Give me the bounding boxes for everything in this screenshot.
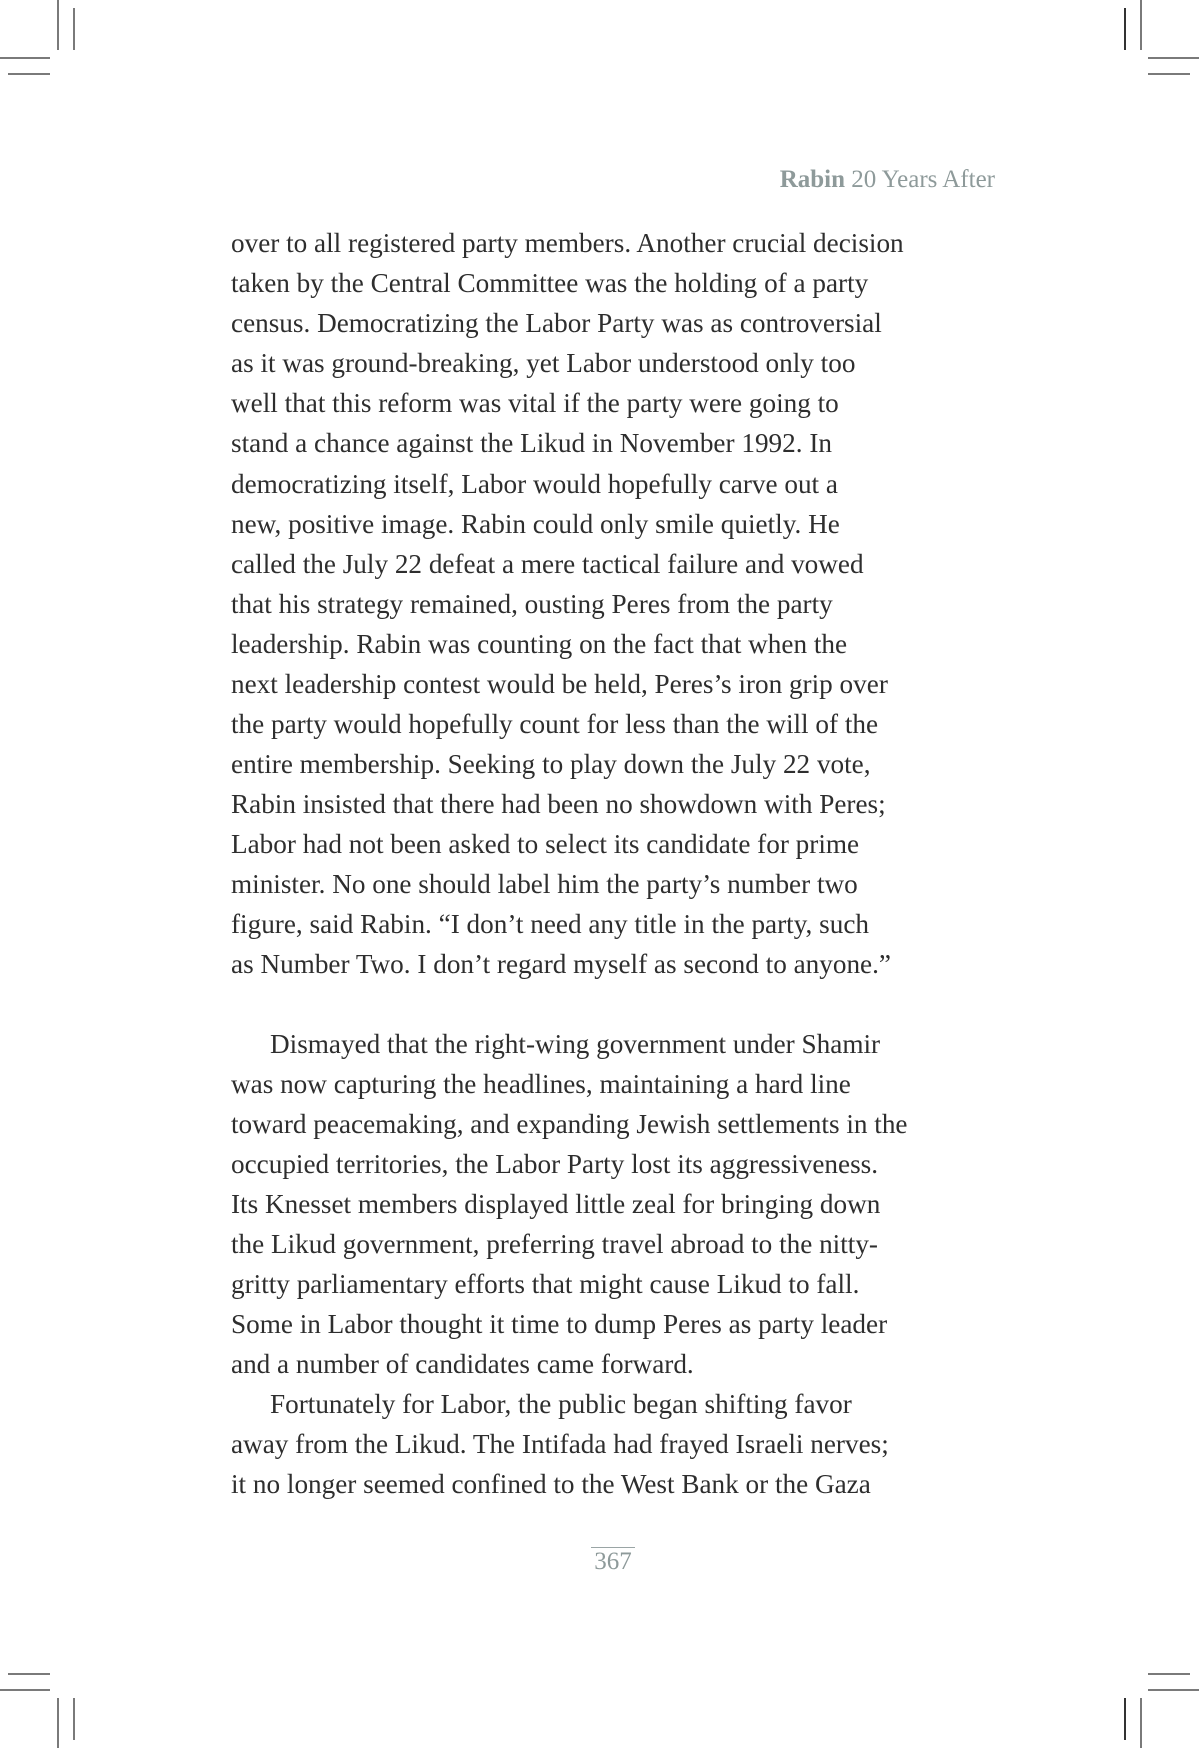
text-line: next leadership contest would be held, Peres’s iron grip over <box>231 669 888 699</box>
crop-mark-bottom-right-h2 <box>1148 1689 1199 1691</box>
text-line: minister. No one should label him the party’s number two <box>231 869 858 899</box>
text-line: Some in Labor thought it time to dump Peres as party leader <box>231 1309 888 1339</box>
crop-mark-top-left-v2 <box>73 8 75 50</box>
crop-mark-top-right-h2 <box>1148 73 1190 75</box>
text-line: census. Democratizing the Labor Party was as controversial <box>231 308 882 338</box>
text-line: gritty parliamentary efforts that might cause Likud to fall. <box>231 1269 860 1299</box>
text-line: taken by the Central Committee was the holding of a party <box>231 268 869 298</box>
text-line: the party would hopefully count for less than the will of the <box>231 709 879 739</box>
text-line: Fortunately for Labor, the public began shifting favor <box>270 1389 852 1419</box>
text-line: new, positive image. Rabin could only smile quietly. He <box>231 509 840 539</box>
header-title-rest: 20 Years After <box>845 166 995 193</box>
text-line: leadership. Rabin was counting on the fact that when the <box>231 629 848 659</box>
crop-mark-bottom-left-h2 <box>0 1689 50 1691</box>
text-line: occupied territories, the Labor Party lost its aggressiveness. <box>231 1149 879 1179</box>
text-line: the Likud government, preferring travel abroad to the nitty- <box>231 1229 878 1259</box>
text-line: over to all registered party members. Another crucial decision <box>231 228 904 258</box>
text-line: away from the Likud. The Intifada had frayed Israeli nerves; <box>231 1429 889 1459</box>
text-line: well that this reform was vital if the party were going to <box>231 388 839 418</box>
text-line: called the July 22 defeat a mere tactical failure and vowed <box>231 549 864 579</box>
crop-mark-bottom-right-v2 <box>1140 1698 1142 1748</box>
header-title-bold: Rabin <box>779 166 845 193</box>
text-line: Rabin insisted that there had been no showdown with Peres; <box>231 789 886 819</box>
running-header <box>780 166 995 194</box>
text-line: as it was ground-breaking, yet Labor understood only too <box>231 348 856 378</box>
page-number: 367 <box>591 1547 635 1576</box>
crop-mark-top-right-v1 <box>1124 8 1126 50</box>
text-line: entire membership. Seeking to play down the July 22 vote, <box>231 749 871 779</box>
text-line: figure, said Rabin. “I don’t need any title in the party, such <box>231 909 869 939</box>
crop-mark-bottom-left-v1 <box>57 1698 59 1748</box>
crop-mark-top-right-h1 <box>1148 57 1199 59</box>
crop-mark-top-right-v2 <box>1140 0 1142 50</box>
crop-mark-top-left-h1 <box>0 57 50 59</box>
crop-mark-top-left-v1 <box>57 0 59 50</box>
text-line: was now capturing the headlines, maintaining a hard line <box>231 1069 851 1099</box>
text-line: stand a chance against the Likud in November 1992. In <box>231 428 832 458</box>
crop-mark-bottom-right-h1 <box>1148 1673 1190 1675</box>
crop-mark-bottom-left-h1 <box>8 1673 50 1675</box>
text-line: democratizing itself, Labor would hopefully carve out a <box>231 469 838 499</box>
crop-mark-bottom-right-v1 <box>1124 1698 1126 1740</box>
crop-mark-bottom-left-v2 <box>73 1698 75 1740</box>
text-line: as Number Two. I don’t regard myself as second to anyone.” <box>231 949 891 979</box>
text-line: Dismayed that the right-wing government under Shamir <box>270 1029 881 1059</box>
text-line: and a number of candidates came forward. <box>231 1349 694 1379</box>
text-line: Its Knesset members displayed little zeal for bringing down <box>231 1189 881 1219</box>
text-line: that his strategy remained, ousting Peres from the party <box>231 589 833 619</box>
text-line: Labor had not been asked to select its candidate for prime <box>231 829 860 859</box>
text-line: it no longer seemed confined to the West Bank or the Gaza <box>231 1469 871 1499</box>
crop-mark-top-left-h2 <box>8 73 50 75</box>
text-line: toward peacemaking, and expanding Jewish settlements in the <box>231 1109 908 1139</box>
